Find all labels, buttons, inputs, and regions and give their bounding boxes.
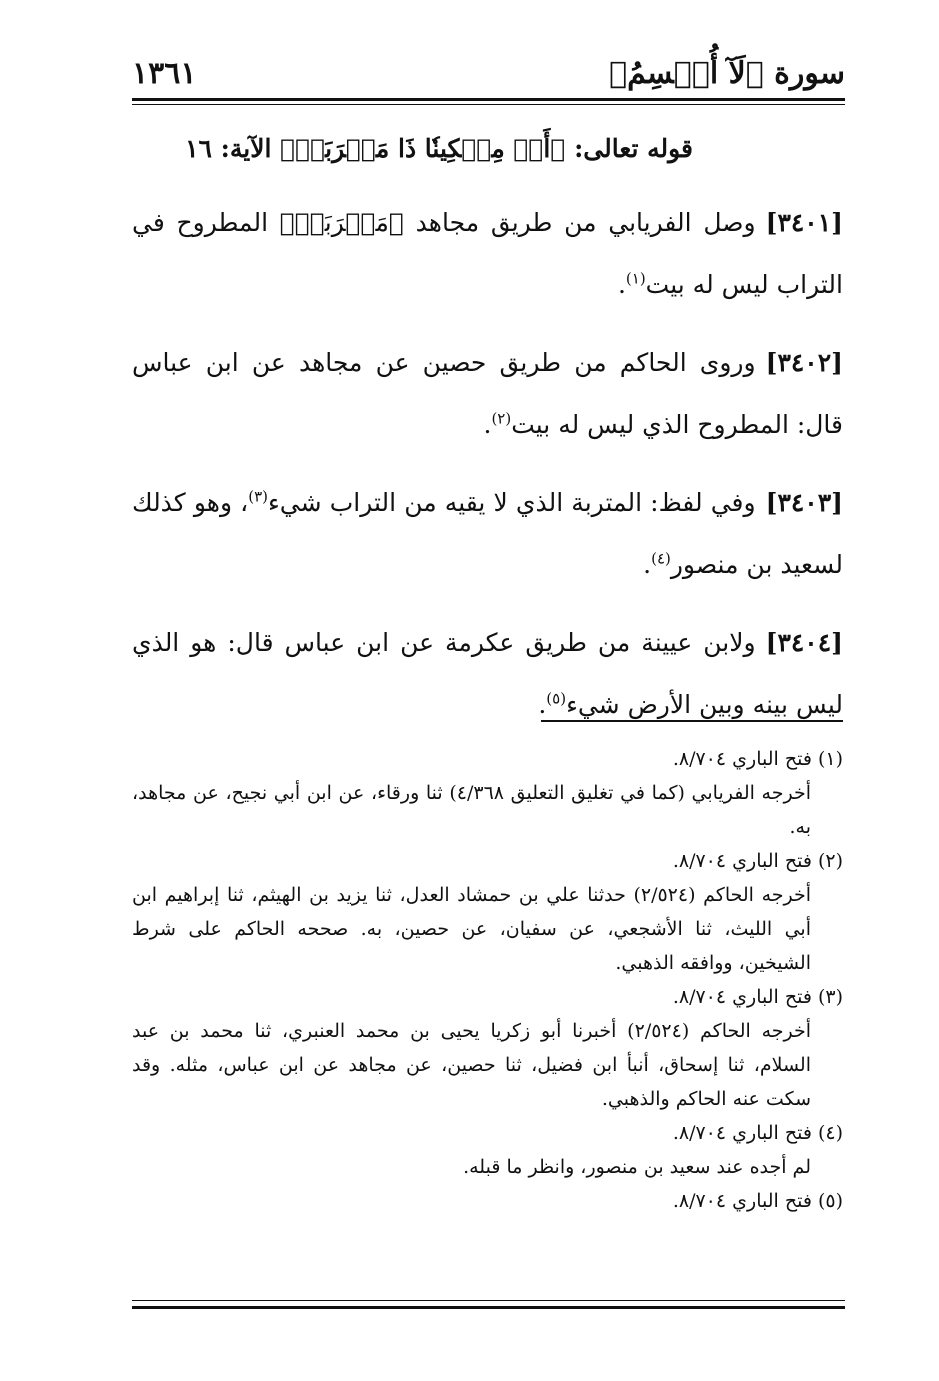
footer-rule xyxy=(132,1306,845,1309)
narration-number: [٣٤٠٤] xyxy=(765,628,843,657)
narration-3404 xyxy=(132,612,843,736)
footnote-1 xyxy=(132,742,843,844)
footnote-marker: (٣) xyxy=(248,487,269,506)
narration-text-continued: ، وهو كذلك لسعيد بن منصور xyxy=(132,488,843,579)
footnote-4 xyxy=(132,1116,843,1184)
footnote-marker: (٤) xyxy=(651,549,671,568)
verse-heading: قوله تعالى: ﴿أَوۡ مِسۡكِينٗا ذَا مَتۡرَبَةٖ﴾ الآية: ١٦ xyxy=(185,134,693,163)
narration-number: [٣٤٠١] xyxy=(765,208,843,237)
footnote-3 xyxy=(132,980,843,1116)
footnote-body: لم أجده عند سعيد بن منصور، وانظر ما قبله. xyxy=(463,1156,811,1178)
footnote-reference: (٥) فتح الباري ٨/٧٠٤. xyxy=(672,1190,843,1212)
footnote-marker: (٥) xyxy=(546,689,567,708)
narration-end: . xyxy=(643,550,652,579)
narration-number: [٣٤٠٢] xyxy=(765,348,843,377)
footnotes-section xyxy=(132,742,843,1218)
narration-end: . xyxy=(483,410,492,439)
page-number: ١٣٦١ xyxy=(132,56,197,91)
running-header xyxy=(132,50,845,96)
footnote-body: أخرجه الحاكم (٢/٥٢٤) أخبرنا أبو زكريا يحيى بن محمد العنبري، ثنا محمد بن عبد السلام، ثنا إسحاق، أنبأ ابن فضيل، ثنا حصين، عن مجاهد عن ابن عباس، مثله. وقد سكت عنه الحاكم والذهبي. xyxy=(132,1020,812,1110)
footnote-marker: (٢) xyxy=(491,409,512,428)
header-rule-thin xyxy=(132,104,845,105)
narration-number: [٣٤٠٣] xyxy=(765,488,843,517)
narrations-section xyxy=(132,192,843,752)
footnote-marker: (١) xyxy=(625,269,646,288)
footnote-body: أخرجه الحاكم (٢/٥٢٤) حدثنا علي بن حمشاد العدل، ثنا يزيد بن الهيثم، ثنا إبراهيم ابن أبي الليث، ثنا الأشجعي، عن سفيان، عن حصين، به. صححه الحاكم على شرط الشيخين، ووافقه الذهبي. xyxy=(132,884,812,974)
narration-3403 xyxy=(132,472,843,596)
footnote-reference: (٢) فتح الباري ٨/٧٠٤. xyxy=(672,850,843,872)
footnote-separator xyxy=(541,720,843,722)
narration-text: وصل الفريابي من طريق مجاهد ﴿مَتۡرَبَةٖ﴾ المطروح في التراب ليس له بيت xyxy=(132,208,843,299)
narration-text: ولابن عيينة من طريق عكرمة عن ابن عباس قال: هو الذي ليس بينه وبين الأرض شيء xyxy=(132,628,843,719)
footnote-reference: (١) فتح الباري ٨/٧٠٤. xyxy=(672,748,843,770)
footnote-body: أخرجه الفريابي (كما في تغليق التعليق ٤/٣٦٨) ثنا ورقاء، عن ابن أبي نجيح، عن مجاهد، به. xyxy=(132,782,811,838)
surah-title: سورة ﴿لَآ أُقۡسِمُ﴾ xyxy=(609,56,845,91)
narration-text: وروى الحاكم من طريق حصين عن مجاهد عن ابن عباس قال: المطروح الذي ليس له بيت xyxy=(132,348,843,439)
footnote-2 xyxy=(132,844,843,980)
narration-3401 xyxy=(132,192,843,316)
narration-end: . xyxy=(538,690,547,719)
narration-3402 xyxy=(132,332,843,456)
footnote-5 xyxy=(132,1184,843,1218)
footnote-reference: (٤) فتح الباري ٨/٧٠٤. xyxy=(672,1122,843,1144)
footnote-reference: (٣) فتح الباري ٨/٧٠٤. xyxy=(672,986,843,1008)
header-rule xyxy=(132,98,845,101)
narration-text: وفي لفظ: المتربة الذي لا يقيه من التراب شيء xyxy=(268,488,756,517)
footer-rule-thin xyxy=(132,1300,845,1301)
narration-end: . xyxy=(617,270,626,299)
